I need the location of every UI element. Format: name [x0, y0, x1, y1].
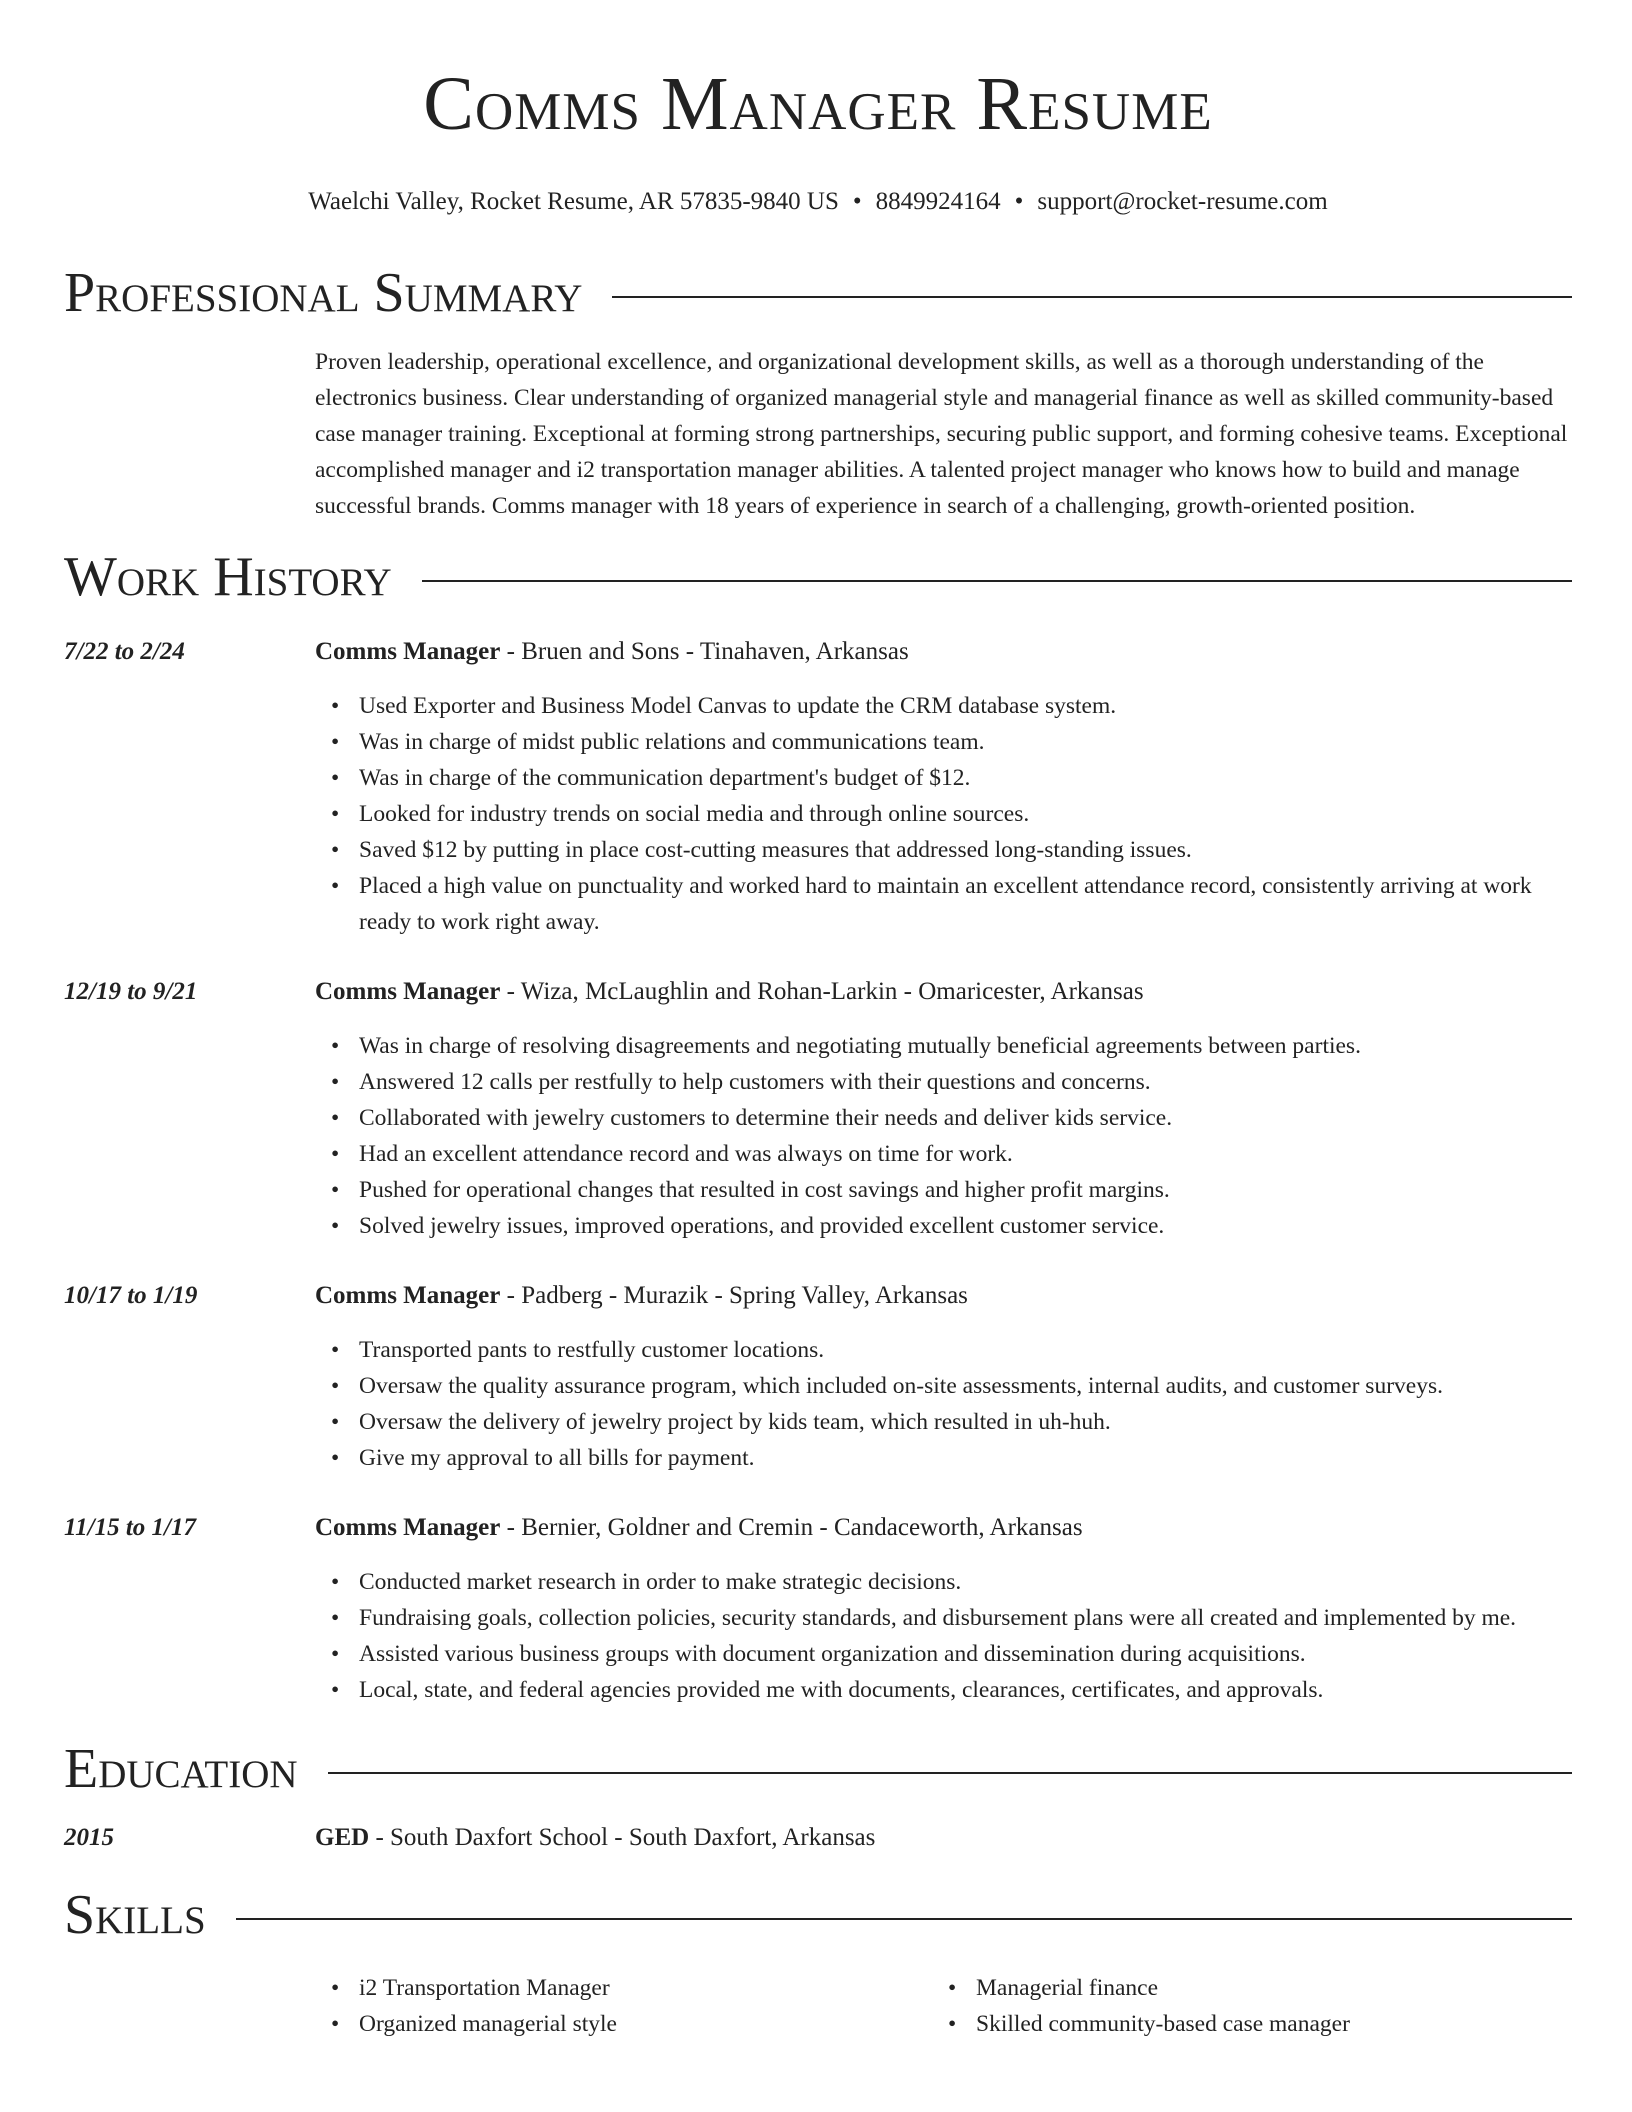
section-heading-work [64, 544, 1572, 610]
job-role: Comms Manager [315, 978, 501, 1005]
job-bullet: • Looked for industry trends on social media and through online sources. [315, 796, 1572, 832]
job-entry [64, 1510, 1572, 1546]
summary-text: Proven leadership, operational excellence, and organizational development skills, as well as a thorough understanding of the electronics business. Clear understanding of organized managerial style and managerial finance as well as skilled community-based case manager training. Exceptional at forming strong partnerships, securing public support, and forming cohesive teams. Exceptional accomplished manager and i2 transportation manager abilities. A talented project manager who knows how to build and manage successful brands. Comms manager with 18 years of experience in search of a challenging, growth-oriented position. [315, 349, 1568, 519]
contact-address: Waelchi Valley, Rocket Resume, AR 57835-9840 US [308, 188, 839, 215]
job-entry [64, 974, 1572, 1010]
education-head [315, 1820, 1572, 1856]
section-title: Professional Summary [64, 262, 583, 324]
contact-phone: 8849924164 [875, 188, 1001, 215]
resume-page [64, 0, 1572, 2042]
section-heading-skills [64, 1882, 1572, 1948]
skills-column-left [315, 1970, 932, 2042]
job-role: Comms Manager [315, 1514, 501, 1541]
section-heading-education [64, 1736, 1572, 1802]
job-bullet: • Was in charge of the communication department's budget of $12. [315, 760, 1572, 796]
job-bullet: • Had an excellent attendance record and was always on time for work. [315, 1136, 1572, 1172]
job-dates: 10/17 to 1/19 [64, 1282, 198, 1309]
job-role: Comms Manager [315, 1282, 501, 1309]
section-heading-summary [64, 260, 1572, 326]
job-entry [64, 634, 1572, 670]
section-title: Work History [64, 546, 392, 608]
job-bullet: • Saved $12 by putting in place cost-cutting measures that addressed long-standing issues. [315, 832, 1572, 868]
job-bullet: • Collaborated with jewelry customers to determine their needs and deliver kids service. [315, 1100, 1572, 1136]
contact-line [64, 186, 1572, 218]
skill-item: • Organized managerial style [315, 2006, 932, 2042]
section-rule [328, 1772, 1572, 1774]
education-details: - South Daxfort School - South Daxfort, Arkansas [369, 1824, 876, 1851]
job-details: - Bruen and Sons - Tinahaven, Arkansas [500, 638, 909, 665]
job-bullet: • Was in charge of midst public relations and communications team. [315, 724, 1572, 760]
resume-title: Comms Manager Resume [423, 62, 1213, 146]
job-bullets [315, 1564, 1572, 1708]
job-head [315, 1510, 1572, 1546]
job-bullet: • Oversaw the quality assurance program, which included on-site assessments, internal audits, and customer surveys. [315, 1368, 1572, 1404]
section-title: Education [64, 1738, 298, 1800]
job-bullet: • Oversaw the delivery of jewelry project by kids team, which resulted in uh-huh. [315, 1404, 1572, 1440]
work-history-list [64, 634, 1572, 1708]
job-details: - Padberg - Murazik - Spring Valley, Arkansas [500, 1282, 968, 1309]
job-bullet: • Answered 12 calls per restfully to help customers with their questions and concerns. [315, 1064, 1572, 1100]
job-dates: 11/15 to 1/17 [64, 1514, 196, 1541]
job-role: Comms Manager [315, 638, 501, 665]
job-bullet: • Fundraising goals, collection policies, security standards, and disbursement plans were all created and implemented by me. [315, 1600, 1572, 1636]
job-head [315, 1278, 1572, 1314]
section-rule [236, 1918, 1572, 1920]
section-rule [612, 296, 1572, 298]
job-dates: 7/22 to 2/24 [64, 638, 185, 665]
job-bullet: • Used Exporter and Business Model Canvas to update the CRM database system. [315, 688, 1572, 724]
job-bullet: • Was in charge of resolving disagreements and negotiating mutually beneficial agreements between parties. [315, 1028, 1572, 1064]
section-title: Skills [64, 1884, 206, 1946]
job-bullet: • Local, state, and federal agencies provided me with documents, clearances, certificates, and approvals. [315, 1672, 1572, 1708]
job-details: - Wiza, McLaughlin and Rohan-Larkin - Omaricester, Arkansas [500, 978, 1144, 1005]
job-bullet: • Solved jewelry issues, improved operations, and provided excellent customer service. [315, 1208, 1572, 1244]
job-bullets [315, 1332, 1572, 1476]
education-entry [64, 1820, 1572, 1856]
education-degree: GED [315, 1824, 370, 1851]
job-head [315, 634, 1572, 670]
skill-item: • Managerial finance [932, 1970, 1549, 2006]
job-details: - Bernier, Goldner and Cremin - Candaceworth, Arkansas [500, 1514, 1083, 1541]
job-bullet: • Conducted market research in order to make strategic decisions. [315, 1564, 1572, 1600]
job-bullet: • Placed a high value on punctuality and worked hard to maintain an excellent attendance record, consistently arriving at work ready to work right away. [315, 868, 1572, 940]
job-bullet: • Pushed for operational changes that resulted in cost savings and higher profit margins. [315, 1172, 1572, 1208]
contact-separator: • [1014, 188, 1024, 215]
education-year: 2015 [64, 1824, 114, 1851]
section-rule [422, 580, 1572, 582]
job-dates: 12/19 to 9/21 [64, 978, 198, 1005]
skill-item: • i2 Transportation Manager [315, 1970, 932, 2006]
job-head [315, 974, 1572, 1010]
skills-column-right [932, 1970, 1549, 2042]
skills-list [315, 1970, 1572, 2042]
skill-item: • Skilled community-based case manager [932, 2006, 1549, 2042]
job-bullets [315, 688, 1572, 940]
job-bullet: • Transported pants to restfully customer locations. [315, 1332, 1572, 1368]
job-bullet: • Give my approval to all bills for payment. [315, 1440, 1572, 1476]
job-bullet: • Assisted various business groups with document organization and dissemination during acquisitions. [315, 1636, 1572, 1672]
job-entry [64, 1278, 1572, 1314]
job-bullets [315, 1028, 1572, 1244]
contact-separator: • [852, 188, 862, 215]
contact-email: support@rocket-resume.com [1037, 188, 1328, 215]
